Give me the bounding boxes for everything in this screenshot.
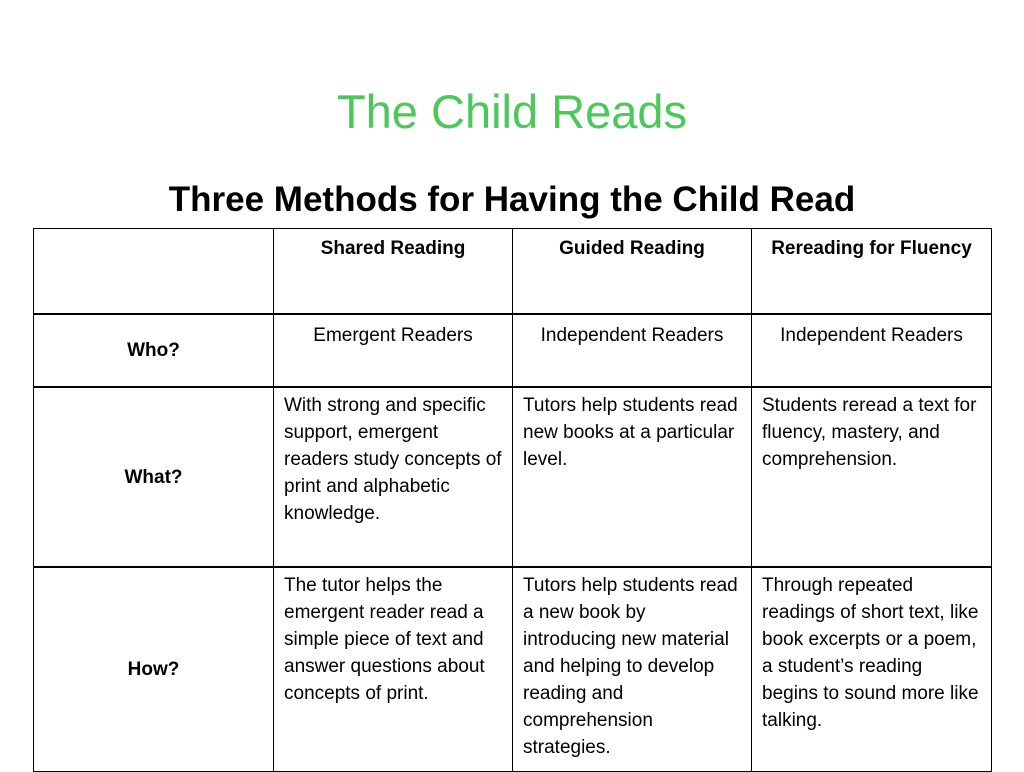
header-rereading-fluency: Rereading for Fluency [752, 229, 992, 315]
table-title: Three Methods for Having the Child Read [168, 180, 856, 219]
header-cell-empty [34, 229, 274, 315]
header-guided-reading: Guided Reading [513, 229, 752, 315]
cell-who-shared: Emergent Readers [274, 314, 513, 387]
table-row-how [34, 567, 992, 772]
cell-what-shared: With strong and specific support, emergent readers study concepts of print and alphabetic knowledge. [274, 387, 513, 567]
cell-how-guided: Tutors help students read a new book by introducing new material and helping to develop reading and comprehension strategies. [513, 567, 752, 772]
cell-what-guided: Tutors help students read new books at a particular level. [513, 387, 752, 567]
table-row-what [34, 387, 992, 567]
row-label-who: Who? [34, 314, 274, 387]
table-header-row [34, 229, 992, 315]
cell-how-shared: The tutor helps the emergent reader read a simple piece of text and answer questions about concepts of print. [274, 567, 513, 772]
row-label-how: How? [34, 567, 274, 772]
slide-title: The Child Reads [336, 85, 688, 138]
cell-what-rereading: Students reread a text for fluency, mastery, and comprehension. [752, 387, 992, 567]
header-shared-reading: Shared Reading [274, 229, 513, 315]
row-label-what: What? [34, 387, 274, 567]
cell-who-guided: Independent Readers [513, 314, 752, 387]
cell-who-rereading: Independent Readers [752, 314, 992, 387]
methods-table [33, 228, 992, 772]
cell-how-rereading: Through repeated readings of short text, like book excerpts or a poem, a student’s reading begins to sound more like talking. [752, 567, 992, 772]
table-row-who [34, 314, 992, 387]
